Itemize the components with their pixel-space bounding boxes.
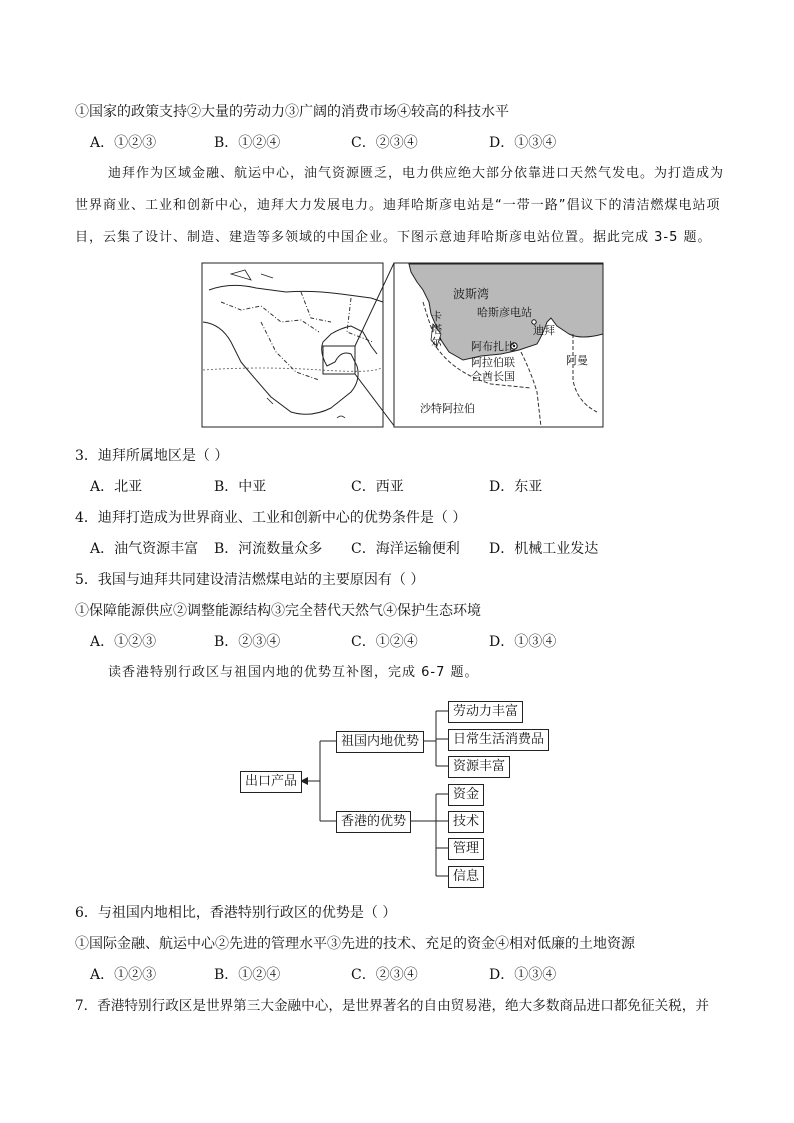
q5-option-b[interactable]: B．②③④ — [214, 634, 281, 650]
label-qatar: 卡塔尔 — [431, 310, 442, 349]
q2-option-d[interactable]: D．①③④ — [489, 135, 557, 151]
q5-items: ①保障能源供应②调整能源结构③完全替代天然气④保护生态环境 — [75, 603, 481, 619]
q2-option-a[interactable]: A．①②③ — [90, 135, 157, 151]
q7-stem: 7．香港特别行政区是世界第三大金融中心，是世界著名的自由贸易港，绝大多数商品进口都免征关税，并 — [75, 998, 709, 1014]
q5-stem: 5．我国与迪拜共同建设清洁燃煤电站的主要原因有（ ） — [75, 572, 425, 588]
diagram-hongkong-item-2: 技术 — [448, 811, 484, 833]
label-uae-1: 阿拉伯联 — [471, 356, 515, 369]
q4-option-d[interactable]: D．机械工业发达 — [489, 541, 599, 557]
label-dubai: 迪拜 — [533, 324, 555, 337]
diagram-hongkong-advantage: 香港的优势 — [336, 811, 411, 833]
complement-diagram-lines — [230, 695, 570, 895]
q4-options — [90, 539, 598, 559]
diagram-mainland-item-1: 劳动力丰富 — [448, 701, 523, 723]
q2-option-c[interactable]: C．②③④ — [351, 135, 418, 151]
label-abu-dhabi: 阿布扎比 — [471, 340, 515, 353]
label-uae-2: 合酋长国 — [471, 370, 515, 383]
passage1-line-2: 世界商业、工业和创新中心，迪拜大力发展电力。迪拜哈斯彦电站是“一带一路”倡议下的清洁燃煤电站项 — [75, 198, 721, 213]
q5-option-c[interactable]: C．①②④ — [351, 634, 418, 650]
q6-stem: 6．与祖国内地相比，香港特别行政区的优势是（ ） — [75, 905, 397, 921]
passage1-line-1: 迪拜作为区域金融、航运中心，油气资源匮乏，电力供应绝大部分依靠进口天然气发电。为打造成为 — [108, 166, 725, 181]
q6-option-b[interactable]: B．①②④ — [214, 967, 281, 983]
overview-map — [202, 263, 395, 427]
diagram-hongkong-item-4: 信息 — [448, 866, 484, 888]
q6-option-a[interactable]: A．①②③ — [90, 967, 157, 983]
q4-option-c[interactable]: C．海洋运输便利 — [351, 541, 460, 557]
passage1-line-3: 目，云集了设计、制造、建造等多领域的中国企业。下图示意迪拜哈斯彦电站位置。据此完成 3-5 题。 — [75, 230, 712, 245]
q3-option-b[interactable]: B．中亚 — [214, 479, 267, 495]
q4-option-b[interactable]: B．河流数量众多 — [214, 541, 323, 557]
q5-option-a[interactable]: A．①②③ — [90, 634, 157, 650]
q3-option-a[interactable]: A．北亚 — [90, 479, 143, 495]
q3-options — [90, 477, 542, 497]
label-saudi-arabia: 沙特阿拉伯 — [420, 402, 475, 415]
detail-map — [394, 263, 603, 427]
diagram-mainland-advantage: 祖国内地优势 — [336, 731, 424, 753]
q5-option-d[interactable]: D．①③④ — [489, 634, 557, 650]
q2-option-b[interactable]: B．①②④ — [214, 135, 281, 151]
q2-items: ①国家的政策支持②大量的劳动力③广阔的消费市场④较高的科技水平 — [75, 104, 509, 120]
q3-option-c[interactable]: C．西亚 — [351, 479, 404, 495]
q3-option-d[interactable]: D．东亚 — [489, 479, 543, 495]
passage2: 读香港特别行政区与祖国内地的优势互补图，完成 6-7 题。 — [108, 665, 479, 680]
q6-option-d[interactable]: D．①③④ — [489, 967, 557, 983]
q6-options — [90, 965, 556, 985]
q2-options — [90, 133, 556, 153]
diagram-mainland-item-2: 日常生活消费品 — [448, 729, 549, 751]
diagram-hongkong-item-3: 管理 — [448, 838, 484, 860]
label-oman: 阿曼 — [566, 354, 588, 367]
q3-stem: 3．迪拜所属地区是（ ） — [75, 448, 229, 464]
label-persian-gulf: 波斯湾 — [453, 287, 490, 301]
diagram-mainland-item-3: 资源丰富 — [448, 756, 510, 778]
q5-options — [90, 632, 556, 652]
label-station: 哈斯彦电站 — [477, 306, 532, 319]
q6-items: ①国际金融、航运中心②先进的管理水平③先进的技术、充足的资金④相对低廉的土地资源 — [75, 936, 635, 952]
q4-stem: 4．迪拜打造成为世界商业、工业和创新中心的优势条件是（ ） — [75, 510, 467, 526]
diagram-hongkong-item-1: 资金 — [448, 784, 484, 806]
diagram-root-export-products: 出口产品 — [240, 771, 302, 793]
q6-option-c[interactable]: C．②③④ — [351, 967, 418, 983]
q4-option-a[interactable]: A．油气资源丰富 — [90, 541, 199, 557]
location-map — [201, 262, 605, 428]
